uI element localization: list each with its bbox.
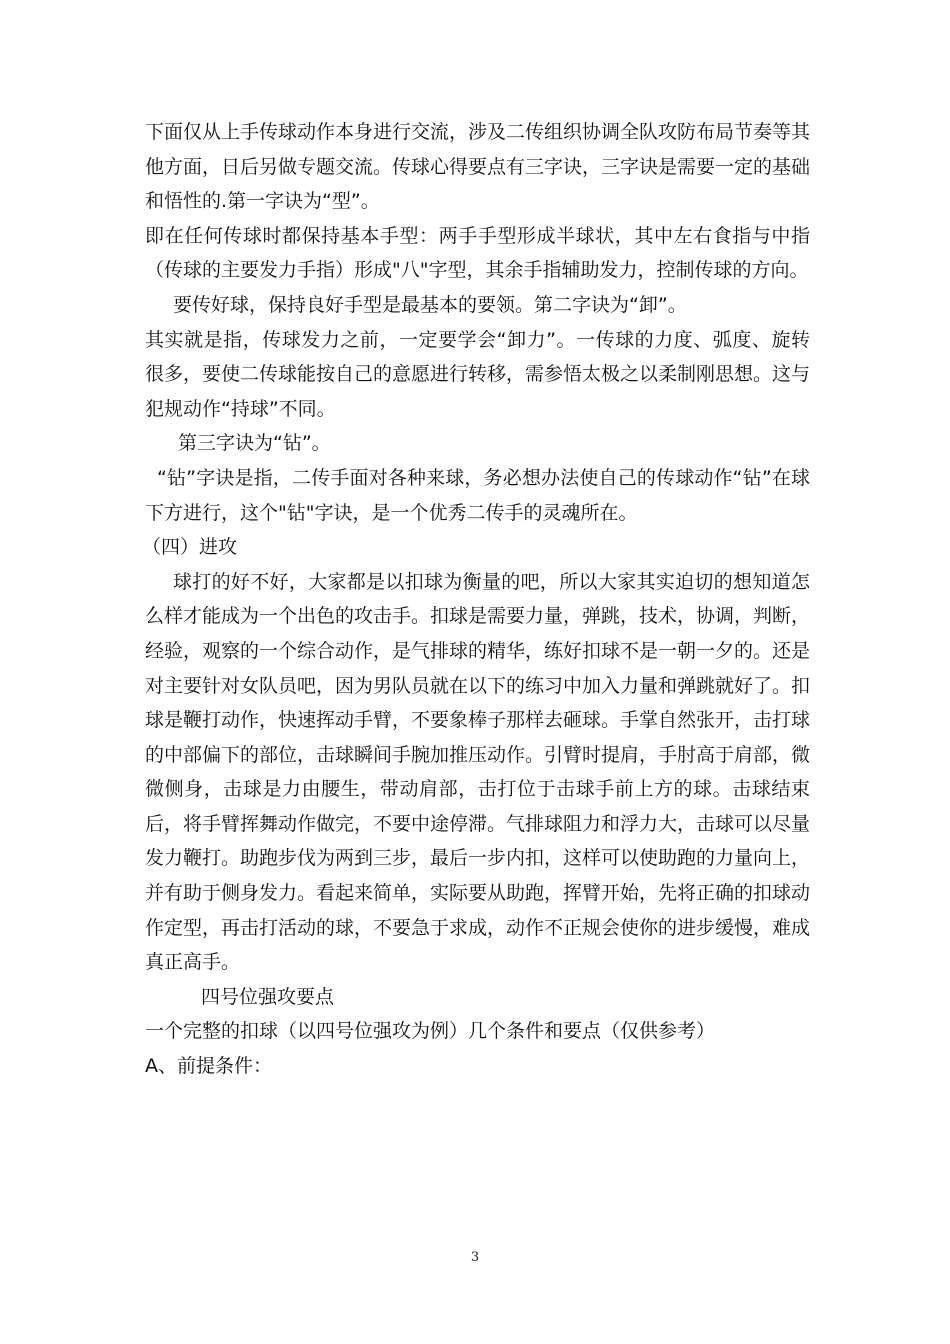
page-number: 3 — [470, 1250, 480, 1265]
paragraph-hand-shape: 即在任何传球时都保持基本手型：两手手型形成半球状，其中左右食指与中指（传球的主要发力手指）形成"八"字型，其余手指辅助发力，控制传球的方向。 — [145, 224, 810, 282]
list-heading-prerequisites: A、前提条件： — [145, 1055, 272, 1078]
subheading-position-four: 四号位强攻要点 — [201, 985, 335, 1008]
paragraph-passing-intro: 下面仅从上手传球动作本身进行交流，涉及二传组织协调全队攻防布局节奏等其他方面，日后另做专题交流。传球心得要点有三字诀，三字诀是需要一定的基础和悟性的.第一字诀为“型”。 — [145, 121, 811, 213]
paragraph-spiking: 球打的好不好，大家都是以扣球为衡量的吧，所以大家其实迫切的想知道怎么样才能成为一个出色的攻击手。扣球是需要力量，弹跳，技术，协调，判断，经验，观察的一个综合动作，是气排球的精华，练好扣球不是一朝一夕的。还是对主要针对女队员吧，因为男队员就在以下的练习中加入力量和弹跳就好了。扣球是鞭打动作，快速挥动手臂，不要象棒子那样去砸球。手掌自然张开，击打球的中部偏下的部位，击球瞬间手腕加推压动作。引臂时提肩，手肘高于肩部，微微侧身，击球是力由腰生，带动肩部，击打位于击球手前上方的球。击球结束后，将手臂挥舞动作做完，不要中途停滞。气排球阻力和浮力大，击球可以尽量发力鞭打。助跑步伐为两到三步，最后一步内扣，这样可以使助跑的力量向上，并有助于侧身发力。看起来简单，实际要从助跑，挥臂开始，先将正确的扣球动作定型，再击打活动的球，不要急于求成，动作不正规会使你的进步缓慢，难成真正高手。 — [145, 570, 811, 974]
paragraph-spike-conditions: 一个完整的扣球（以四号位强攻为例）几个条件和要点（仅供参考） — [145, 1020, 716, 1043]
paragraph-unload-force: 其实就是指，传球发力之前，一定要学会“卸力”。一传球的力度、弧度、旋转很多，要使二传球能按自己的意愿进行转移，需参悟太极之以柔制刚思想。这与犯规动作“持球”不同。 — [145, 328, 811, 420]
section-heading-attack: （四）进攻 — [142, 536, 238, 559]
paragraph-second-key: 要传好球，保持良好手型是最基本的要领。第二字诀为“卸”。 — [173, 293, 687, 316]
paragraph-third-key: 第三字诀为“钻”。 — [178, 432, 331, 455]
paragraph-drill-key: “钻”字诀是指，二传手面对各种来球，务必想办法使自己的传球动作“钻”在球下方进行，这个"钻"字诀，是一个优秀二传手的灵魂所在。 — [145, 466, 810, 524]
document-body — [142, 115, 811, 1084]
